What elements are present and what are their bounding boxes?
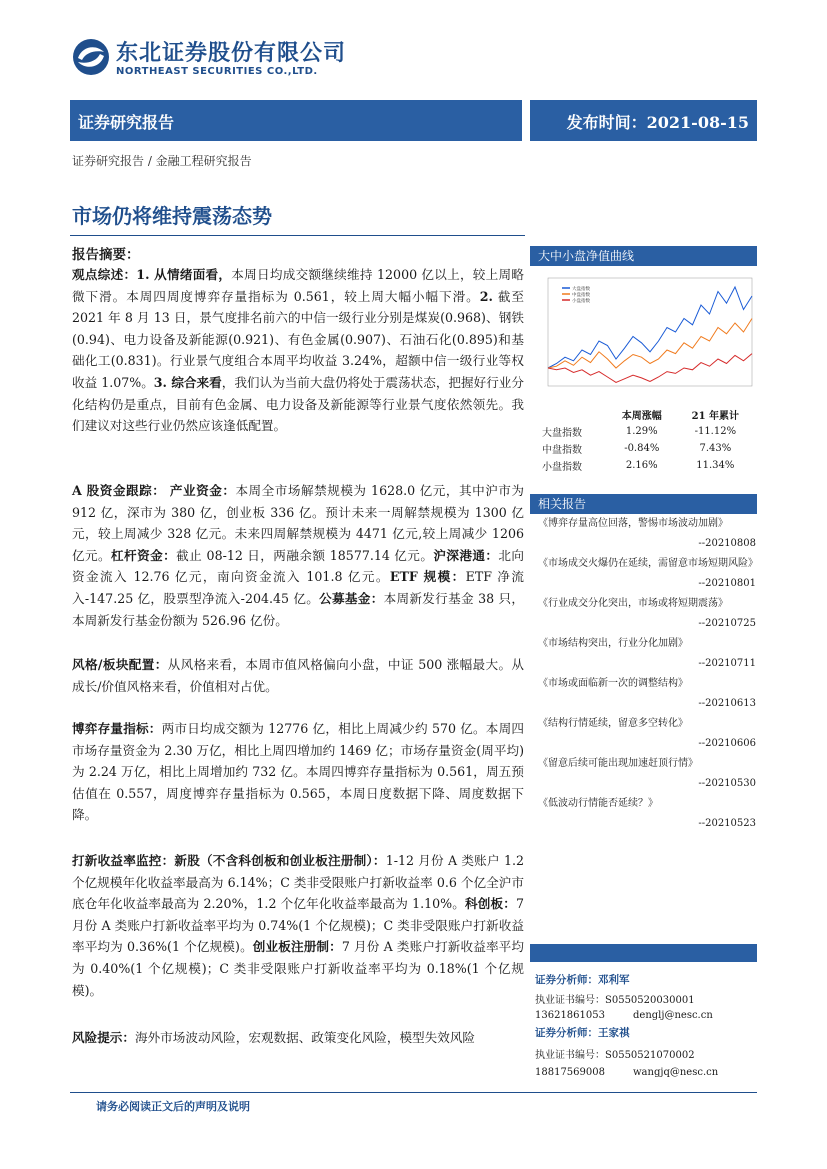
bold-run: 科创板： <box>465 896 516 912</box>
table-header-row <box>540 406 755 423</box>
index-returns-table <box>540 406 755 474</box>
analyst-cert: 执业证书编号：S0550521070002 <box>535 1050 695 1061</box>
table-cell: -11.12% <box>694 426 737 437</box>
text-run: 海外市场波动风险，宏观数据、政策变化风险，模型失效风险 <box>134 1030 475 1045</box>
analyst-contact <box>535 1010 757 1021</box>
list-item[interactable] <box>538 674 756 714</box>
summary-overview-paragraph <box>72 264 524 437</box>
footer-divider <box>70 1092 757 1093</box>
bold-run: 沪深港通： <box>433 547 499 563</box>
related-report-date: --20210606 <box>698 738 756 749</box>
ipo-yield-paragraph <box>72 850 524 1001</box>
bold-run: 2. <box>479 288 493 304</box>
related-report-title[interactable]: 《行业成交分化突出，市场或将短期震荡》 <box>538 598 728 609</box>
legend-label: 大盘指数 <box>572 287 590 292</box>
page-title: 市场仍将维持震荡态势 <box>72 204 272 228</box>
legend-label: 中盘指数 <box>572 293 590 298</box>
text-run: 截止 08-12 日，两融余额 18577.14 亿元。 <box>176 547 434 563</box>
table-header-cell <box>540 406 608 423</box>
bold-run: 公募基金： <box>319 590 384 606</box>
text-run: 从风格来看，本周市值风格偏向小盘，中证 500 涨幅最大。从成长/价值风格来看，价值相对占优。 <box>72 657 524 694</box>
company-logo-icon <box>72 38 110 76</box>
text-run: ETF 净流入-147.25 亿，股票型净流入-204.45 亿。 <box>72 569 524 606</box>
bold-run: 创业板注册制： <box>252 939 342 955</box>
related-report-title[interactable]: 《市场或面临新一次的调整结构》 <box>538 678 688 689</box>
size-index-chart <box>534 272 756 400</box>
analyst-email[interactable]: wangjq@nesc.cn <box>633 1067 719 1078</box>
analyst-email[interactable]: denglj@nesc.cn <box>633 1010 713 1021</box>
list-item[interactable] <box>538 594 756 634</box>
title-divider <box>70 235 525 236</box>
list-item[interactable] <box>538 714 756 754</box>
table-cell: 1.29% <box>625 426 658 437</box>
text-run: 7 月份 A 类账户打新收益率平均为 0.74%(1 个亿规模)；C 类非受限账户打新收益率平均为 0.36%(1 个亿规模)。 <box>72 896 525 955</box>
table-cell: 小盘指数 <box>542 462 582 473</box>
table-cell: 7.43% <box>699 443 732 454</box>
text-run: 两市日均成交额为 12776 亿，相比上周减少约 570 亿。本周四市场存量资金为 2.30 万亿，相比上周四增加约 1469 亿；市场存量资金(周平均)为 2.24 万亿，相比上周增加约 732 亿。本周四博弈存量指标为 0.561，周五预估值在 0.557，周度博弈存量指标为 0.565，本周日度数据下降、周度数据下降。 <box>72 721 525 823</box>
text-run: 截至 2021 年 8 月 13 日，景气度排名前六的中信一级行业分别是煤炭(0.968)、钢铁(0.94)、电力设备及新能源(0.921)、有色金属(0.907)、石油石化(0.895)和基础化工(0.831)。行业景气度组合本周平均收益 3.24%，超额中信一级行业等权收益 1.07%。 <box>72 288 524 390</box>
analyst-name: 证券分析师：王家祺 <box>535 1027 630 1039</box>
footer-disclaimer: 请务必阅读正文后的声明及说明 <box>96 1100 250 1113</box>
table-cell: 中盘指数 <box>542 445 582 456</box>
related-report-date: --20210808 <box>698 538 756 549</box>
bold-run: A 股资金跟踪： <box>72 483 166 498</box>
related-report-date: --20210711 <box>698 658 756 669</box>
table-row <box>540 457 755 474</box>
bold-run: 风格/板块配置： <box>72 657 168 672</box>
related-report-title[interactable]: 《市场结构突出，行业分化加剧》 <box>538 638 688 649</box>
list-item[interactable] <box>538 634 756 674</box>
game-stock-paragraph <box>72 718 524 826</box>
bold-run: 3. 综合来看 <box>153 374 222 390</box>
company-name-cn: 东北证券股份有限公司 <box>116 41 347 66</box>
summary-heading: 报告摘要： <box>72 247 140 263</box>
bold-run: 风险提示： <box>72 1030 135 1045</box>
series-line-2 <box>548 354 752 383</box>
text-run: 7 月份 A 类账户打新收益率平均为 0.40%(1 个亿规模)；C 类非受限账户打新收益率平均为 0.18%(1 个亿规模)。 <box>72 939 524 998</box>
text-run: 本周新发行基金 38 只，本周新发行基金份额为 526.96 亿份。 <box>72 590 524 628</box>
company-name-en: NORTHEAST SECURITIES CO.,LTD. <box>116 66 318 77</box>
related-report-title[interactable]: 《博弈存量高位回落，警惕市场波动加剧》 <box>538 518 728 529</box>
list-item[interactable] <box>538 554 756 594</box>
text-run: 本周日均成交额继续维持 12000 亿以上，较上周略微下滑。本周四周度博弈存量指标为 0.561，较上周大幅小幅下滑。 <box>72 267 524 304</box>
related-report-date: --20210523 <box>698 818 756 829</box>
publish-date-banner <box>530 100 757 141</box>
list-item[interactable] <box>538 514 756 554</box>
breadcrumb: 证券研究报告 / 金融工程研究报告 <box>72 154 252 168</box>
related-report-date: --20210725 <box>698 618 756 629</box>
legend-label: 小盘指数 <box>572 299 590 304</box>
table-cell: 2.16% <box>625 460 658 471</box>
related-report-title[interactable]: 《留意后续可能出现加速赶顶行情》 <box>538 758 698 769</box>
related-reports-bar: 相关报告 <box>530 494 757 514</box>
capital-tracking-paragraph <box>72 480 524 631</box>
related-report-date: --20210801 <box>698 578 756 589</box>
bold-run: 博弈存量指标： <box>72 721 162 736</box>
table-row <box>540 440 755 457</box>
related-report-date: --20210530 <box>698 778 756 789</box>
bold-run: 打新收益率监控：新股（不含科创板和创业板注册制）： <box>72 853 386 868</box>
analyst-phone: 18817569008 <box>535 1067 605 1078</box>
related-report-title[interactable]: 《市场成交火爆仍在延续，需留意市场短期风险》 <box>538 558 758 569</box>
table-header-cell: 本周涨幅 <box>621 411 662 422</box>
risk-warning-paragraph <box>72 1027 524 1049</box>
related-reports-list <box>538 514 756 834</box>
related-report-date: --20210613 <box>698 698 756 709</box>
bold-run: 产业资金： <box>169 483 236 498</box>
table-cell: 11.34% <box>696 460 735 471</box>
chart-title-bar: 大中小盘净值曲线 <box>530 246 757 266</box>
report-type-banner <box>70 100 522 141</box>
analyst-bar <box>530 944 757 962</box>
bold-run: 观点综述：1. 从情绪面看， <box>72 267 232 282</box>
text-run: 北向资金流入 12.76 亿元，南向资金流入 101.8 亿元。 <box>72 547 525 585</box>
table-row <box>540 423 755 440</box>
list-item[interactable] <box>538 794 756 834</box>
report-type-label: 证券研究报告 <box>78 113 175 132</box>
analyst-phone: 13621861053 <box>535 1010 605 1021</box>
related-report-title[interactable]: 《结构行情延续，留意多空转化》 <box>538 718 688 729</box>
analyst-name: 证券分析师：邓利军 <box>535 974 630 986</box>
table-cell: 大盘指数 <box>542 428 582 439</box>
publish-date-label: 发布时间：2021-08-15 <box>566 113 749 132</box>
analyst-block <box>535 972 757 1078</box>
text-run: 本周全市场解禁规模为 1628.0 亿元，其中沪市为 912 亿，深市为 380 亿，创业板 336 亿。预计未来一周解禁规模为 1300 亿元，较上周减少 328 亿元。未来四周解禁规模为 4471 亿元,较上周减少 1206 亿元。 <box>72 483 525 563</box>
related-report-title[interactable]: 《低波动行情能否延续？》 <box>538 798 658 809</box>
table-cell: -0.84% <box>624 443 660 454</box>
bold-run: 杠杆资金： <box>111 547 177 563</box>
bold-run: ETF 规模： <box>389 569 466 585</box>
analyst-cert: 执业证书编号：S0550520030001 <box>535 995 695 1006</box>
list-item[interactable] <box>538 754 756 794</box>
style-config-paragraph <box>72 654 524 697</box>
text-run: ，我们认为当前大盘仍将处于震荡状态，把握好行业分化结构仍是重点，目前有色金属、电力设备及新能源等行业景气度依然领先。我们建议对这些行业仍然应该逢低配置。 <box>72 374 524 434</box>
analyst-contact <box>535 1067 757 1078</box>
table-header-cell: 21 年累计 <box>691 411 740 422</box>
text-run: 1-12 月份 A 类账户 1.2 个亿规模年化收益率最高为 6.14%；C 类非受限账户打新收益率 0.6 个亿全沪市底仓年化收益率最高为 2.20%，1.2 个亿年化收益率最高为 1.10%。 <box>72 853 524 912</box>
